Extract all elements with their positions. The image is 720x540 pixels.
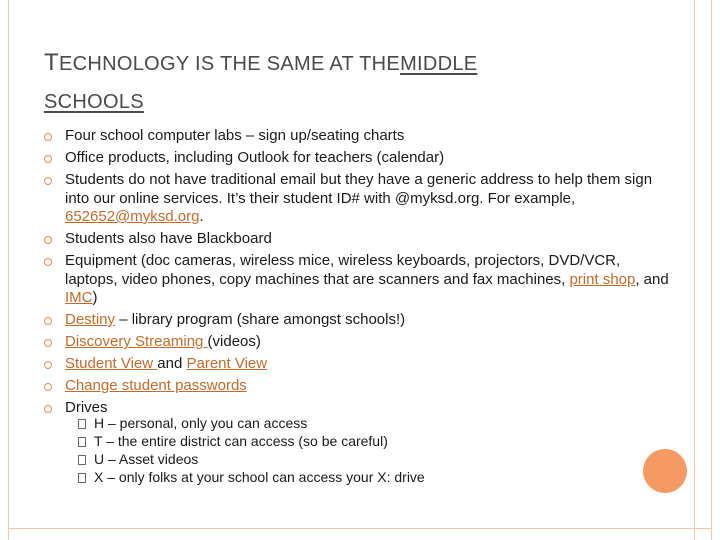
decorative-circle [643, 449, 687, 493]
bullet-text: (videos) [207, 333, 261, 350]
imc-link[interactable]: IMC [65, 289, 93, 306]
sub-bullet-icon [78, 455, 86, 465]
bullet-text-end: ) [92, 289, 98, 306]
drive-item-x [78, 468, 638, 486]
sub-bullet-icon [78, 437, 86, 447]
bullet-destiny [44, 311, 674, 330]
frame-line-left [8, 0, 9, 540]
bullet-text: Four school computer labs – sign up/seating charts [65, 127, 405, 144]
bullet-text: Students also have Blackboard [65, 230, 272, 247]
print-shop-link[interactable]: print shop [569, 270, 636, 288]
bullet-text-mid: and [157, 355, 187, 372]
drive-item-u [78, 450, 638, 468]
sub-bullet-icon [78, 419, 86, 429]
bullet-list [44, 127, 674, 421]
bullet-text: – library program (share amongst schools!) [115, 311, 406, 328]
bullet-icon [44, 361, 52, 369]
bullet-icon [44, 155, 52, 163]
bullet-equipment [44, 252, 674, 308]
drive-text: H – personal, only you can access [94, 415, 308, 431]
bullet-icon [44, 317, 52, 325]
bullet-icon [44, 258, 52, 266]
drives-list [78, 414, 638, 486]
drive-text: X – only folks at your school can access your X: drive [94, 469, 425, 485]
bullet-icon [44, 236, 52, 244]
drive-item-t [78, 432, 638, 450]
bullet-text: Office products, including Outlook for teachers (calendar) [65, 149, 445, 166]
student-view-link[interactable]: Student View [65, 355, 158, 372]
title-first-cap: T [44, 49, 59, 76]
destiny-link[interactable]: Destiny [65, 311, 116, 328]
bullet-office-products [44, 149, 674, 168]
title-part2: MIDDLE [400, 53, 478, 75]
frame-line-right-inner [694, 0, 695, 540]
frame-line-bottom [8, 528, 712, 529]
bullet-text: Students do not have traditional email but they have a generic address to help them sign into our online services. It’s their student ID# with @myksd.org. For example, [65, 171, 653, 207]
bullet-icon [44, 383, 52, 391]
bullet-icon [44, 177, 52, 185]
bullet-passwords [44, 377, 674, 396]
bullet-icon [44, 339, 52, 347]
drive-text: T – the entire district can access (so be careful) [94, 433, 388, 449]
bullet-text-end: . [199, 208, 204, 225]
title-part1: ECHNOLOGY IS THE SAME AT THE [58, 53, 401, 75]
title-part3: SCHOOLS [44, 91, 144, 113]
sub-bullet-icon [78, 473, 86, 483]
change-passwords-link[interactable]: Change student passwords [65, 377, 247, 394]
bullet-icon [44, 405, 52, 413]
bullet-student-email [44, 171, 674, 227]
drive-text: U – Asset videos [94, 451, 199, 467]
bullet-discovery-streaming [44, 333, 674, 352]
email-example-link[interactable]: 652652@myksd.org [65, 208, 200, 225]
bullet-text-mid: , and [635, 270, 669, 288]
discovery-streaming-link[interactable]: Discovery Streaming [65, 333, 208, 350]
bullet-computer-labs [44, 127, 674, 146]
slide-title [44, 44, 604, 121]
drive-item-h [78, 414, 638, 432]
parent-view-link[interactable]: Parent View [186, 355, 268, 372]
frame-line-right-outer [711, 0, 712, 540]
bullet-icon [44, 133, 52, 141]
bullet-text: Equipment (doc cameras, wireless mice, wireless keyboards, projectors, DVD/VCR, laptops, video phones, copy machines that are scanners and fax machines, [65, 252, 621, 288]
bullet-blackboard [44, 230, 674, 249]
bullet-text: Drives [65, 399, 108, 416]
bullet-views [44, 355, 674, 374]
